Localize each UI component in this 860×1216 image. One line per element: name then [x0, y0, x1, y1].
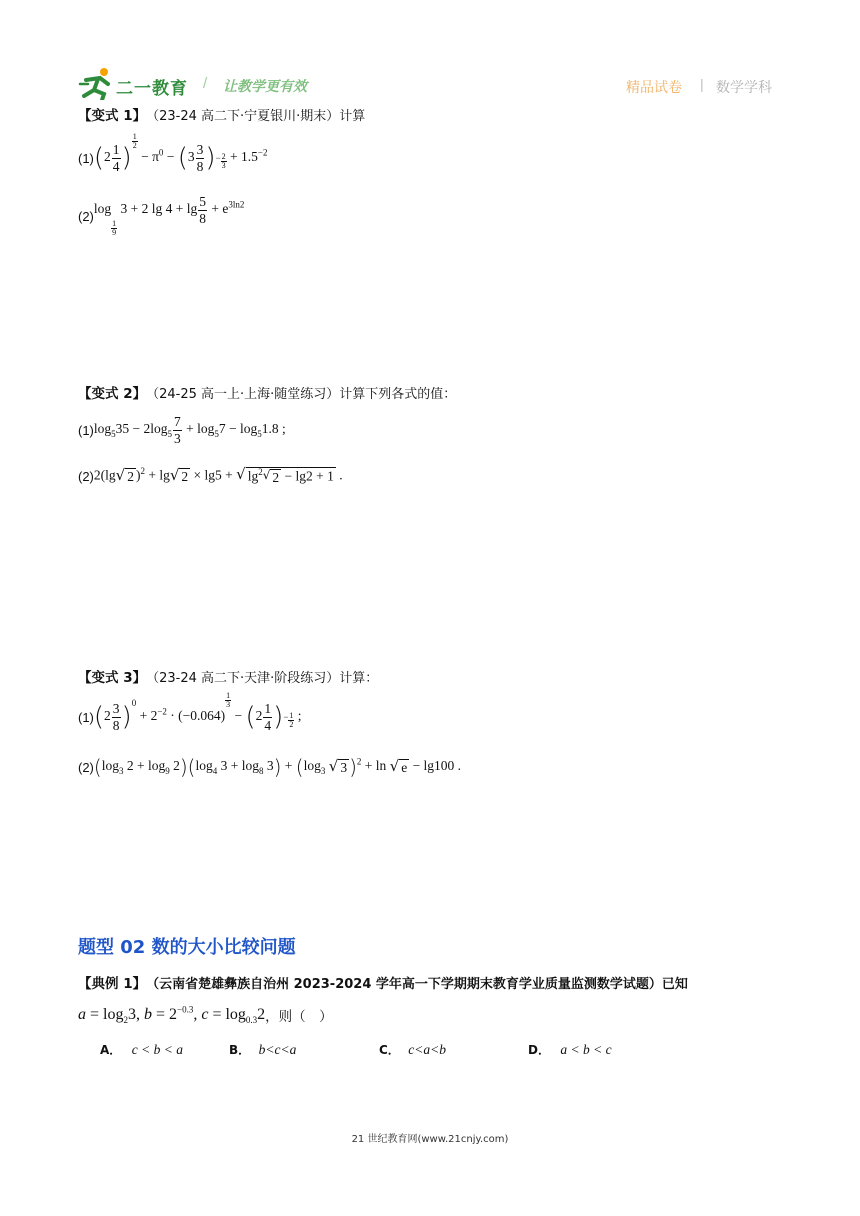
example1-heading	[78, 972, 778, 992]
problem-label: (2)	[78, 208, 94, 224]
runner-logo-icon	[78, 66, 118, 100]
example1-source: （云南省楚雄彝族自治州 2023-2024 学年高一下学期期末教育学业质量监测数学试题）已知	[146, 976, 688, 992]
formula: log 1 9 3 + 2 lg 4 + lg $\frac{5}{8}$ + $e^{3ln2}$	[93, 194, 245, 237]
option-letter: B．	[229, 1043, 251, 1057]
option-c[interactable]	[379, 1041, 446, 1059]
section-title: 题型 02 数的大小比较问题	[78, 937, 296, 958]
formula: (2 $\frac{3}{8}$ )$^0 + 2^{-2} \cdot (-0.064)$ $\frac{1}{3}$ − (2 $\frac{1}{4}$ ) − $\frac{1}{2}$ ;	[93, 691, 302, 733]
header-label-subject: 数学学科	[716, 80, 772, 96]
variant3-problem2	[78, 752, 461, 782]
option-text: b<c<a	[258, 1042, 297, 1057]
variant3-heading	[78, 666, 378, 686]
variant3-title: 【变式 3】	[78, 670, 147, 686]
variant3-source: （23-24 高二下·天津·阶段练习）计算：	[146, 670, 379, 686]
problem-label: (2)	[78, 468, 94, 484]
variant1-problem1	[78, 132, 268, 178]
slogan: 让教学更有效	[223, 79, 307, 95]
variant2-title: 【变式 2】	[78, 386, 147, 402]
example1-title: 【典例 1】	[78, 976, 147, 992]
page-footer: 21 世纪教育网(www.21cnjy.com)	[351, 1134, 509, 1145]
option-letter: C．	[379, 1043, 400, 1057]
header-label-exam: 精品试卷	[626, 80, 682, 96]
problem-label: (2)	[78, 759, 94, 775]
formula: ($\log_3$ $2 + \log_9 2)(\log_4$ $3 + \log_8 3) + (\log_3$ √ 3 )$^2$ + ln √ e − lg100 .	[93, 755, 462, 779]
variant2-source: （24-25 高一上·上海·随堂练习）计算下列各式的值：	[146, 386, 457, 402]
option-text: c<a<b	[408, 1042, 446, 1057]
option-text: c < b < a	[131, 1042, 183, 1057]
variant3-problem1	[78, 691, 302, 738]
variant1-problem2	[78, 196, 244, 236]
problem-label: (1)	[78, 150, 94, 166]
formula: 2(lg √ 2 )$^2$ + lg √ 2 × lg5 + √ $\lg^2$ √ 2 − lg2 + 1 .	[93, 464, 343, 485]
problem-label: (1)	[78, 709, 94, 725]
option-b[interactable]	[229, 1041, 296, 1059]
option-text: a < b < c	[560, 1042, 612, 1057]
variant1-source: （23-24 高二下·宁夏银川·期末）计算	[146, 108, 366, 124]
logo-divider: /	[203, 75, 208, 92]
option-letter: D．	[528, 1043, 550, 1057]
header-separator: |	[700, 76, 704, 92]
option-a[interactable]	[100, 1041, 183, 1059]
variant2-heading	[78, 382, 456, 402]
variant2-problem2	[78, 462, 343, 490]
given-formula: $a = \log_23$, $b = 2^{-0.3}$, $c = \log_{0.3}2$	[78, 1004, 266, 1026]
header	[78, 66, 783, 102]
variant2-problem1	[78, 412, 286, 448]
variant1-title: 【变式 1】	[78, 108, 147, 124]
example1-question	[78, 1002, 333, 1028]
variant1-heading	[78, 104, 365, 124]
logo-text: 二一教育	[116, 79, 188, 99]
formula: $\log_535 - 2\log_5$ $\frac{7}{3}$ + $\log_57 - \log_51.8$ ;	[93, 414, 286, 446]
option-d[interactable]	[528, 1041, 612, 1059]
option-letter: A．	[100, 1043, 122, 1057]
formula: (2 $\frac{1}{4}$ ) $\frac{1}{2}$ − $\pi^0 - (3$ $\frac{3}{8}$ ) − $\frac{2}{3}$ + $1.5^{-2}$	[93, 132, 268, 174]
problem-label: (1)	[78, 422, 94, 438]
question-tail: ，则（ ）	[265, 1009, 333, 1025]
